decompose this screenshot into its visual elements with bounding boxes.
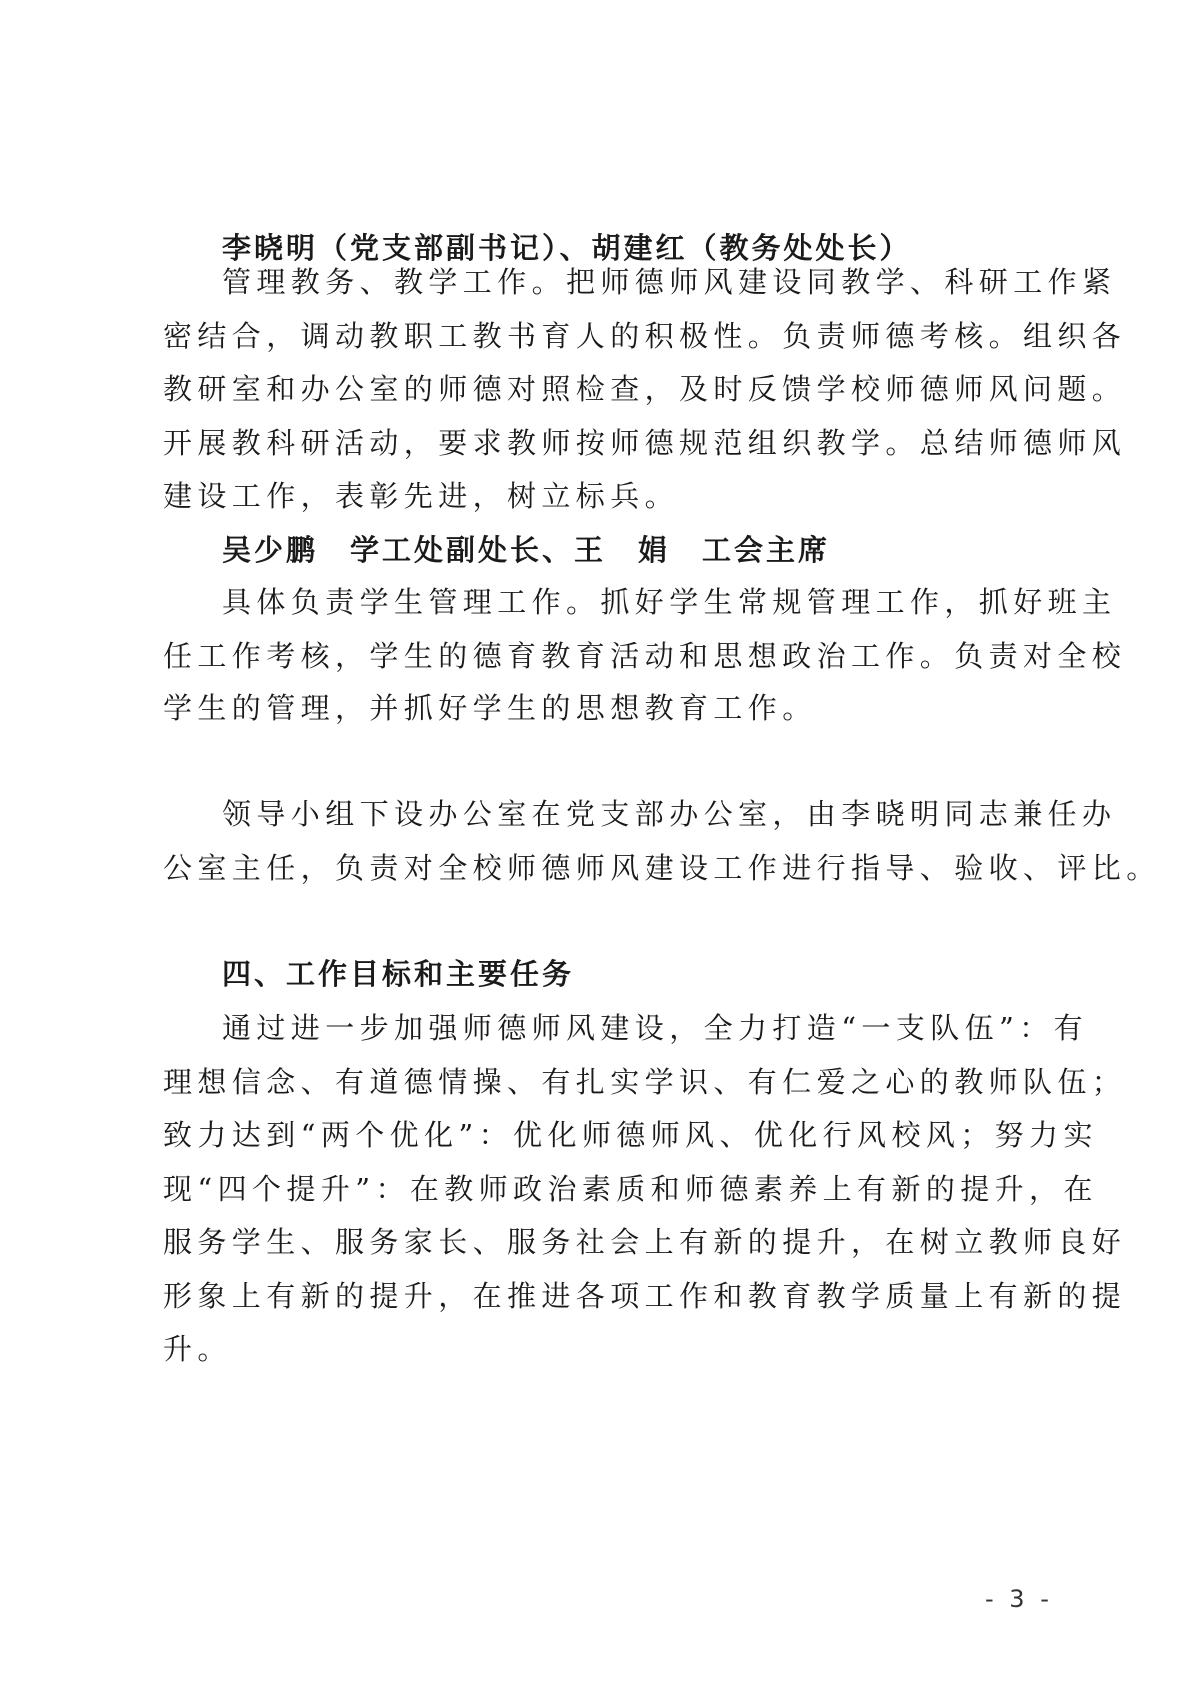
paragraph-line: 致力达到“两个优化”：优化师德师风、优化行风校风；努力实 <box>163 1118 1098 1152</box>
paragraph-line: 理想信念、有道德情操、有扎实学识、有仁爱之心的教师队伍； <box>163 1065 1127 1099</box>
leader-title-wu-wang: 吴少鹏 学工处副处长、王 娟 工会主席 <box>222 533 831 567</box>
paragraph-line: 教研室和办公室的师德对照检查，及时反馈学校师德师风问题。 <box>163 372 1127 406</box>
paragraph-line: 开展教科研活动，要求教师按师德规范组织教学。总结师德师风 <box>163 426 1127 460</box>
paragraph-line: 领导小组下设办公室在党支部办公室，由李晓明同志兼任办 <box>222 797 1117 831</box>
page-number: - 3 - <box>985 1585 1053 1613</box>
paragraph-line: 现“四个提升”：在教师政治素质和师德素养上有新的提升，在 <box>163 1172 1098 1206</box>
paragraph-line: 密结合，调动教职工教书育人的积极性。负责师德考核。组织各 <box>163 319 1127 353</box>
paragraph-line: 学生的管理，并抓好学生的思想教育工作。 <box>163 691 817 725</box>
paragraph-line: 通过进一步加强师德师风建设，全力打造“一支队伍”：有 <box>222 1011 1089 1045</box>
paragraph-line: 形象上有新的提升，在推进各项工作和教育教学质量上有新的提 <box>163 1279 1127 1313</box>
paragraph-line: 管理教务、教学工作。把师德师风建设同教学、科研工作紧 <box>222 265 1117 299</box>
paragraph-line: 服务学生、服务家长、服务社会上有新的提升，在树立教师良好 <box>163 1225 1127 1259</box>
section-heading: 四、工作目标和主要任务 <box>222 957 575 991</box>
paragraph-line: 建设工作，表彰先进，树立标兵。 <box>163 479 680 513</box>
paragraph-line: 公室主任，负责对全校师德师风建设工作进行指导、验收、评比。 <box>163 851 1161 885</box>
leader-title-li-hu: 李晓明（党支部副书记）、胡建红（教务处处长） <box>222 231 912 265</box>
paragraph-line: 具体负责学生管理工作。抓好学生常规管理工作，抓好班主 <box>222 585 1117 619</box>
paragraph-line: 升。 <box>163 1332 232 1366</box>
paragraph-line: 任工作考核，学生的德育教育活动和思想政治工作。负责对全校 <box>163 639 1127 673</box>
